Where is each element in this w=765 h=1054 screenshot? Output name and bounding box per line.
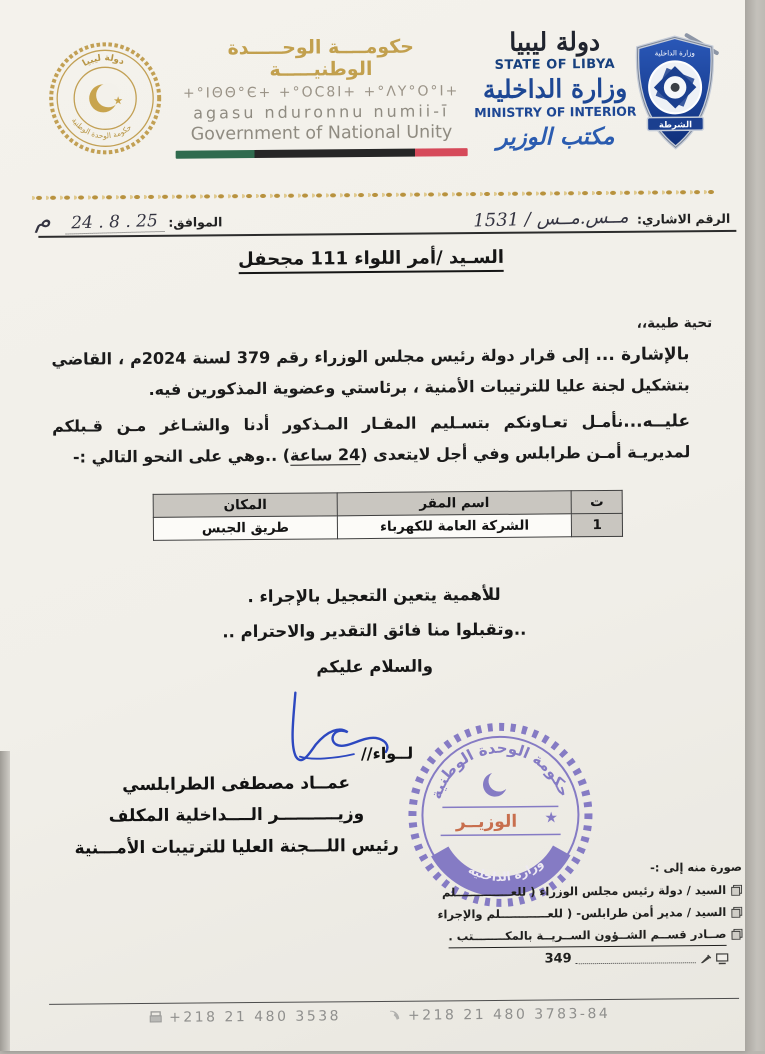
col-hq-name: اسم المقر: [337, 491, 572, 516]
copy-icon: [731, 907, 742, 918]
minister-office-arabic: مكتب الوزير: [465, 122, 645, 151]
svg-text:★: ★: [544, 808, 558, 826]
svg-text:حكومة الوحدة الوطنية: حكومة الوحدة الوطنية: [70, 115, 134, 140]
paragraph-1-lead: بالإشارة ...: [595, 344, 689, 365]
fax-contact: +218 21 480 3538: [145, 1008, 348, 1026]
copies-number: 349: [544, 948, 571, 973]
duration-underlined: 24 ساعة: [290, 446, 360, 467]
reference-label: الرقم الاشاري:: [637, 211, 730, 227]
gov-title-tifinagh: +°IΘΘ°Є+ +°OC8I+ +°ΛΥ°O°I+: [175, 83, 467, 102]
date-label: الموافق:: [168, 214, 222, 229]
row-index: 1: [572, 513, 623, 536]
footer-contacts: [5, 1005, 750, 1028]
date-field: [36, 204, 222, 234]
dotted-leader: [576, 954, 696, 964]
row-hq-name: الشركة العامة للكهرباء: [337, 514, 572, 539]
paragraph-2: عليــه...نأمـل تعـاونكم بتسـليم المقـار المـذكور أدنا والشـاغر مـن قـبلكم لمديريـة أمـن طرابلس وفي أجل لايتعدى (24 ساعة) ..وهي على النحو التالي :-: [52, 406, 691, 473]
closing-line-2: ..وتقبلوا منا فائق التقدير والاحترام ..: [2, 610, 747, 652]
subject-line: السـيد /أمر اللواء 111 مجحفل: [0, 245, 744, 273]
state-of-libya-arabic: دولة ليبيا: [465, 28, 645, 57]
locations-table: [153, 490, 623, 541]
closing-line-3: والسلام عليكم: [2, 646, 747, 688]
gov-title-arabic: حكومــــة الوحـــــدة الوطنيـــــة: [175, 35, 467, 82]
pen-icon: [700, 954, 712, 964]
signer-name: عمــاد مصطفى الطرابلسي: [41, 768, 431, 803]
paragraph-2-lead: عليــه...: [623, 411, 690, 432]
svg-text:حكومة الوحدة الوطنية: حكومة الوحدة الوطنية: [426, 738, 573, 801]
gov-title-english: Government of National Unity: [175, 122, 467, 145]
rank-label: لــواء//: [361, 744, 413, 763]
closing-block: [1, 575, 747, 688]
svg-text:وزارة الداخلية: وزارة الداخلية: [466, 856, 547, 884]
list-item: السيد / دولة رئيس مجلس الوزراء ( للعــــــــــــــلم: [412, 880, 742, 905]
paragraph-1: بالإشارة ... إلى قرار دولة رئيس مجلس الوزراء رقم 379 لسنة 2024م ، القاضي بتشكيل لجنة عليا للترتيبات الأمنية ، برئاستي وعضوية المذكورين فيه.: [51, 339, 690, 406]
svg-text:★: ★: [113, 94, 123, 107]
date-suffix-handwritten: م: [34, 205, 52, 235]
col-index: ت: [571, 490, 622, 513]
signer-title-2: رئيس اللـــجنة العليا للترتيبات الأمـــنية: [42, 830, 432, 865]
reference-row: [36, 200, 730, 234]
signature-icon: [235, 686, 411, 780]
footer-rule: [49, 998, 739, 1005]
signer-title-1: وزيــــــــــر الــــداخلية المكلف: [41, 799, 431, 834]
copy-icon: [731, 885, 742, 896]
government-seal-icon: [47, 40, 164, 157]
header-left: [47, 27, 467, 31]
distribution-heading: صورة منه إلى :-: [412, 857, 742, 882]
reference-number: [473, 207, 730, 230]
list-item: صــادر قســم الشــؤون الســريــة بالمكــــــــتب .: [412, 923, 742, 949]
svg-text:الشرطة: الشرطة: [659, 120, 692, 130]
copy-icon: [731, 929, 742, 940]
letter-body: [51, 339, 690, 473]
gov-title-berber-latin: agasu nduronnu numii-ī: [175, 101, 467, 123]
svg-text:دولة ليبيا: دولة ليبيا: [81, 53, 126, 69]
reference-value-handwritten: مــس.مــس / 1531: [473, 206, 629, 231]
state-of-libya-english: STATE OF LIBYA: [465, 56, 645, 73]
col-place: المكان: [153, 493, 337, 518]
header-right: [465, 28, 646, 151]
phone-icon: [388, 1009, 401, 1022]
libya-flag-bar: [176, 148, 468, 159]
ministry-english: MINISTRY OF INTERIOR: [465, 103, 645, 120]
computer-icon: [716, 953, 729, 965]
copies-line: [413, 946, 743, 974]
closing-line-1: للأهمية يتعين التعجيل بالإجراء .: [1, 575, 746, 617]
date-value-handwritten: 25 . 8 . 24: [65, 211, 164, 235]
police-shield-icon: [629, 31, 722, 156]
list-item: السيد / مدير أمن طرابلس- ( للعــــــــــــلم والإجراء: [412, 901, 742, 926]
signature-block: [30, 687, 460, 691]
distribution-list: [412, 857, 743, 974]
table-row: [153, 513, 622, 540]
greeting: تحية طيبة،،: [637, 315, 713, 332]
svg-text:الوزيــر: الوزيــر: [455, 812, 517, 833]
phone-contact: +218 21 480 3783-84: [384, 1006, 610, 1024]
svg-text:وزارة الداخلية: وزارة الداخلية: [655, 49, 695, 57]
row-place: طريق الجبس: [153, 516, 337, 541]
fax-icon: [149, 1011, 162, 1024]
ministry-arabic: وزارة الداخلية: [465, 73, 645, 104]
